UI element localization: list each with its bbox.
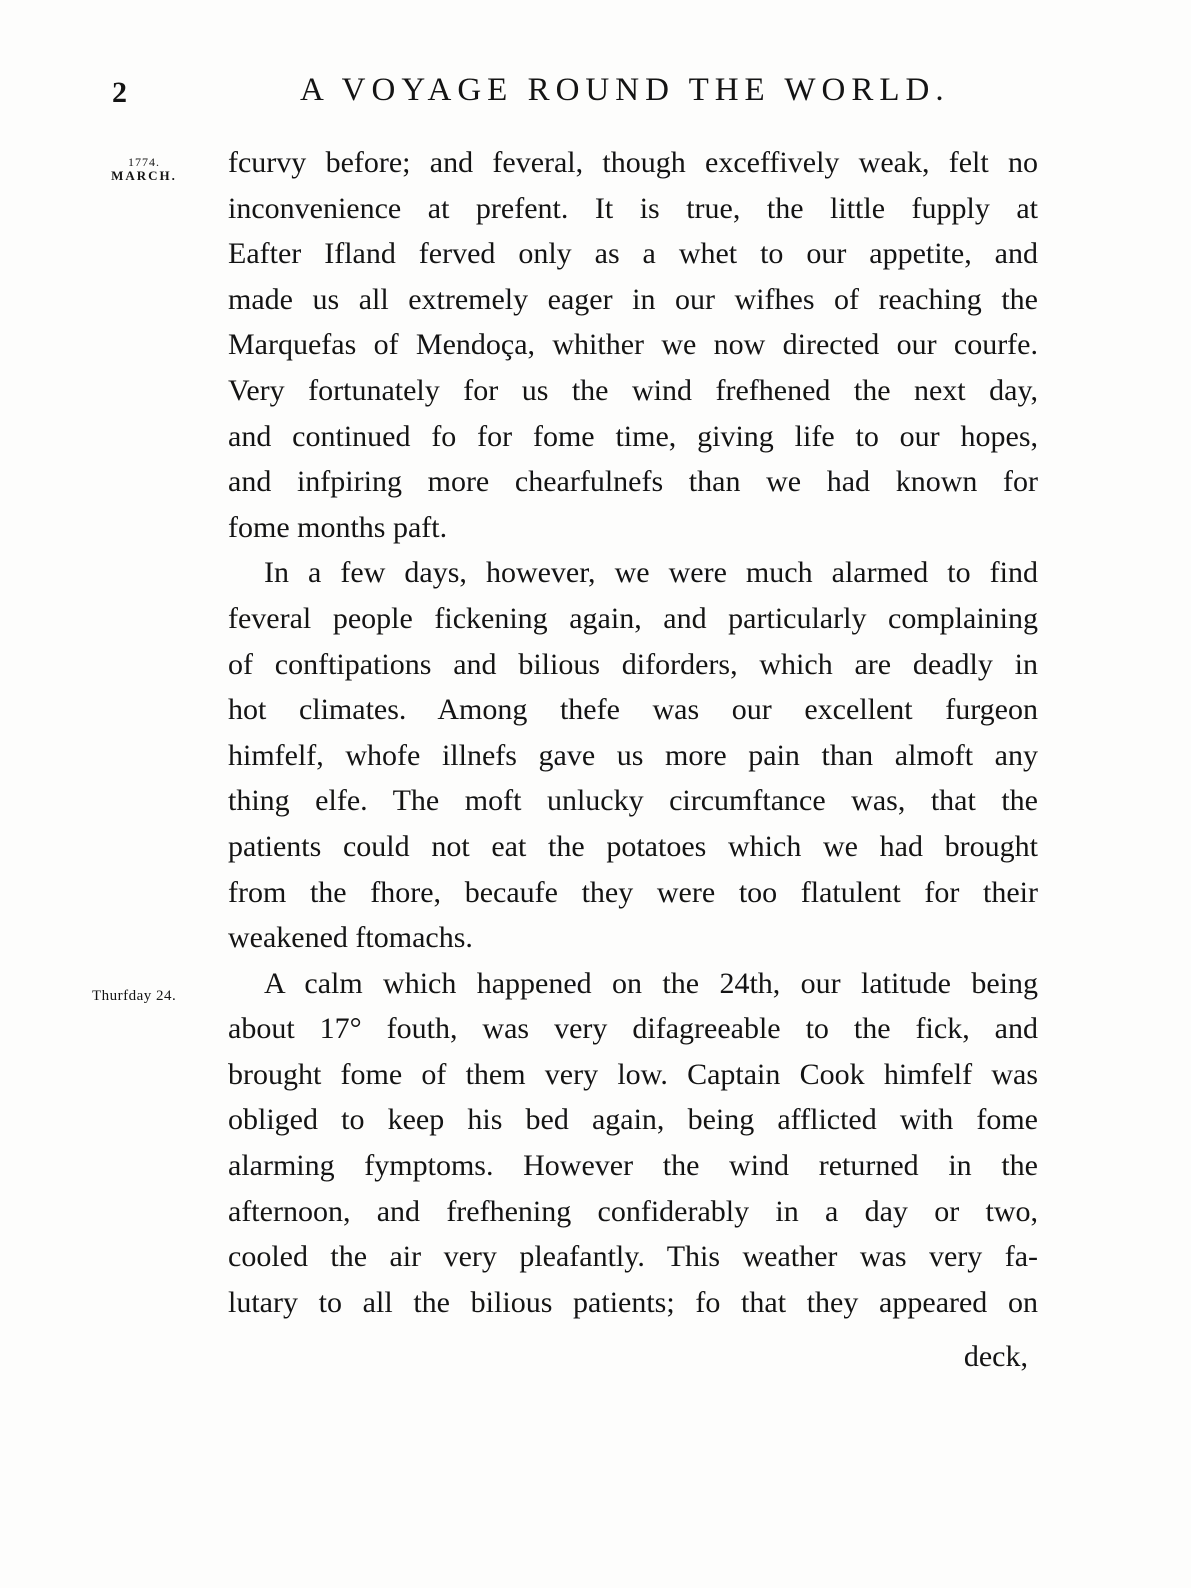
margin-note-date <box>104 156 184 182</box>
paragraph-3 <box>228 961 1038 1326</box>
text-line: and infpiring more chearfulnefs than we had known for <box>228 465 1038 499</box>
text-line: In a few days, however, we were much alarmed to find <box>264 556 1038 590</box>
text-line: weakened ftomachs. <box>228 921 473 955</box>
text-line: from the fhore, becaufe they were too flatulent for their <box>228 875 1038 909</box>
text-line: himfelf, whofe illnefs gave us more pain than almoft any <box>228 738 1038 772</box>
text-line: inconvenience at prefent. It is true, the little fupply at <box>228 191 1038 225</box>
text-line: made us all extremely eager in our wifhes of reaching the <box>228 282 1038 316</box>
text-line: Eafter Ifland ferved only as a whet to our appetite, and <box>228 237 1038 271</box>
text-line: about 17° fouth, was very difagreeable to the fick, and <box>228 1012 1038 1046</box>
text-line: cooled the air very pleafantly. This weather was very fa- <box>228 1240 1038 1274</box>
paragraph-1 <box>228 140 1038 550</box>
text-line: obliged to keep his bed again, being afflicted with fome <box>228 1103 1038 1137</box>
catchword: deck, <box>963 1340 1028 1373</box>
text-line: hot climates. Among thefe was our excellent furgeon <box>228 693 1038 727</box>
text-line: brought fome of them very low. Captain Cook himfelf was <box>228 1057 1038 1091</box>
margin-month: MARCH. <box>111 167 177 183</box>
paragraph-2 <box>228 550 1038 960</box>
text-line: fcurvy before; and feveral, though exceffively weak, felt no <box>228 146 1038 179</box>
text-line: lutary to all the bilious patients; fo that they appeared on <box>228 1285 1038 1319</box>
text-line: fome months paft. <box>228 510 448 544</box>
text-line: alarming fymptoms. However the wind returned in the <box>228 1149 1038 1183</box>
text-line: patients could not eat the potatoes which we had brought <box>228 829 1038 863</box>
body-text <box>228 140 1038 1325</box>
text-line: feveral people fickening again, and particularly complaining <box>228 601 1038 635</box>
text-line: and continued fo for fome time, giving life to our hopes, <box>228 419 1038 453</box>
text-line: of conftipations and bilious diforders, which are deadly in <box>228 647 1038 681</box>
margin-note-day: Thurfday 24. <box>92 988 177 1004</box>
margin-year: 1774. <box>128 155 160 169</box>
running-head: A VOYAGE ROUND THE WORLD. <box>300 72 950 108</box>
text-line: Marquefas of Mendoça, whither we now directed our courfe. <box>228 328 1038 362</box>
text-line: thing elfe. The moft unlucky circumftance was, that the <box>228 784 1038 818</box>
text-line: afternoon, and frefhening confiderably in a day or two, <box>228 1194 1038 1228</box>
text-line: Very fortunately for us the wind frefhened the next day, <box>228 373 1038 407</box>
text-line: A calm which happened on the 24th, our latitude being <box>264 966 1038 1000</box>
page-number: 2 <box>112 76 127 109</box>
